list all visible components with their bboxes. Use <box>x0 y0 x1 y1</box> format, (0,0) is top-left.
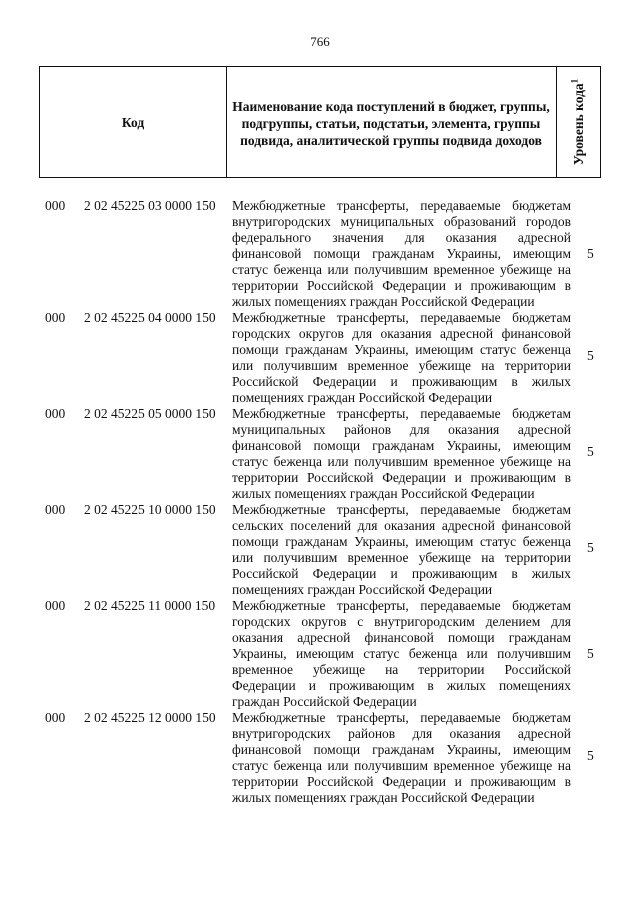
row-description: Межбюджетные трансферты, передаваемые бюджетам городских округов для оказания адресной финансовой помощи гражданам Украины, имеющим статус беженца или получившим временное убежище на территории Российской Федерации и проживающим в жилых помещениях граждан Российской Федерации <box>232 310 571 405</box>
header-name-cell <box>226 67 557 177</box>
row-level: 5 <box>587 246 594 261</box>
table-header <box>39 66 601 178</box>
row-level: 5 <box>587 540 594 555</box>
row-level: 5 <box>587 748 594 763</box>
header-level-rotated <box>569 79 587 165</box>
row-admin-code: 000 <box>45 406 66 421</box>
row-admin-code: 000 <box>45 598 66 613</box>
row-level: 5 <box>587 444 594 459</box>
row-income-code: 2 02 45225 04 0000 150 <box>84 310 216 325</box>
row-income-code: 2 02 45225 10 0000 150 <box>84 502 216 517</box>
row-code <box>45 710 216 726</box>
page-number: 766 <box>310 34 330 49</box>
header-code-label: Код <box>121 115 145 130</box>
row-code <box>45 406 216 422</box>
row-code <box>45 502 216 518</box>
header-level-footnote: 1 <box>569 78 580 84</box>
row-admin-code: 000 <box>45 502 66 517</box>
row-admin-code: 000 <box>45 710 66 725</box>
row-code <box>45 310 216 326</box>
row-income-code: 2 02 45225 11 0000 150 <box>84 598 216 613</box>
header-code-cell <box>40 67 227 177</box>
row-income-code: 2 02 45225 05 0000 150 <box>84 406 216 421</box>
header-level-cell <box>556 67 600 177</box>
row-admin-code: 000 <box>45 198 66 213</box>
row-income-code: 2 02 45225 12 0000 150 <box>84 710 216 725</box>
row-admin-code: 000 <box>45 310 66 325</box>
row-level: 5 <box>587 646 594 661</box>
row-level: 5 <box>587 348 594 363</box>
row-description: Межбюджетные трансферты, передаваемые бюджетам сельских поселений для оказания адресной финансовой помощи гражданам Украины, имеющим статус беженца или получившим временное убежище на территории Российской Федерации и проживающим в жилых помещениях граждан Российской Федерации <box>232 502 571 597</box>
row-description: Межбюджетные трансферты, передаваемые бюджетам внутригородских муниципальных образований городов федерального значения для оказания адресной финансовой помощи гражданам Украины, имеющим статус беженца или получившим временное убежище на территории Российской Федерации и проживающим в жилых помещениях граждан Российской Федерации <box>232 198 571 309</box>
row-income-code: 2 02 45225 03 0000 150 <box>84 198 216 213</box>
row-code <box>45 198 216 214</box>
row-description: Межбюджетные трансферты, передаваемые бюджетам внутригородских районов для оказания адресной финансовой помощи гражданам Украины, имеющим статус беженца или получившим временное убежище на территории Российской Федерации и проживающим в жилых помещениях граждан Российской Федерации <box>232 710 571 805</box>
row-code <box>45 598 215 614</box>
row-description: Межбюджетные трансферты, передаваемые бюджетам муниципальных районов для оказания адресной финансовой помощи гражданам Украины, имеющим статус беженца или получившим временное убежище на территории Российской Федерации и проживающим в жилых помещениях граждан Российской Федерации <box>232 406 571 501</box>
header-name-label: Наименование кода поступлений в бюджет, группы, подгруппы, статьи, подстатьи, элемента, группы подвида, аналитической группы подвида доходов <box>232 99 550 148</box>
row-description: Межбюджетные трансферты, передаваемые бюджетам городских округов с внутригородским делением для оказания адресной финансовой помощи гражданам Украины, имеющим статус беженца или получившим временное убежище на территории Российской Федерации и проживающим в жилых помещениях граждан Российской Федерации <box>232 598 571 709</box>
header-level-label: Уровень кода <box>570 83 586 166</box>
